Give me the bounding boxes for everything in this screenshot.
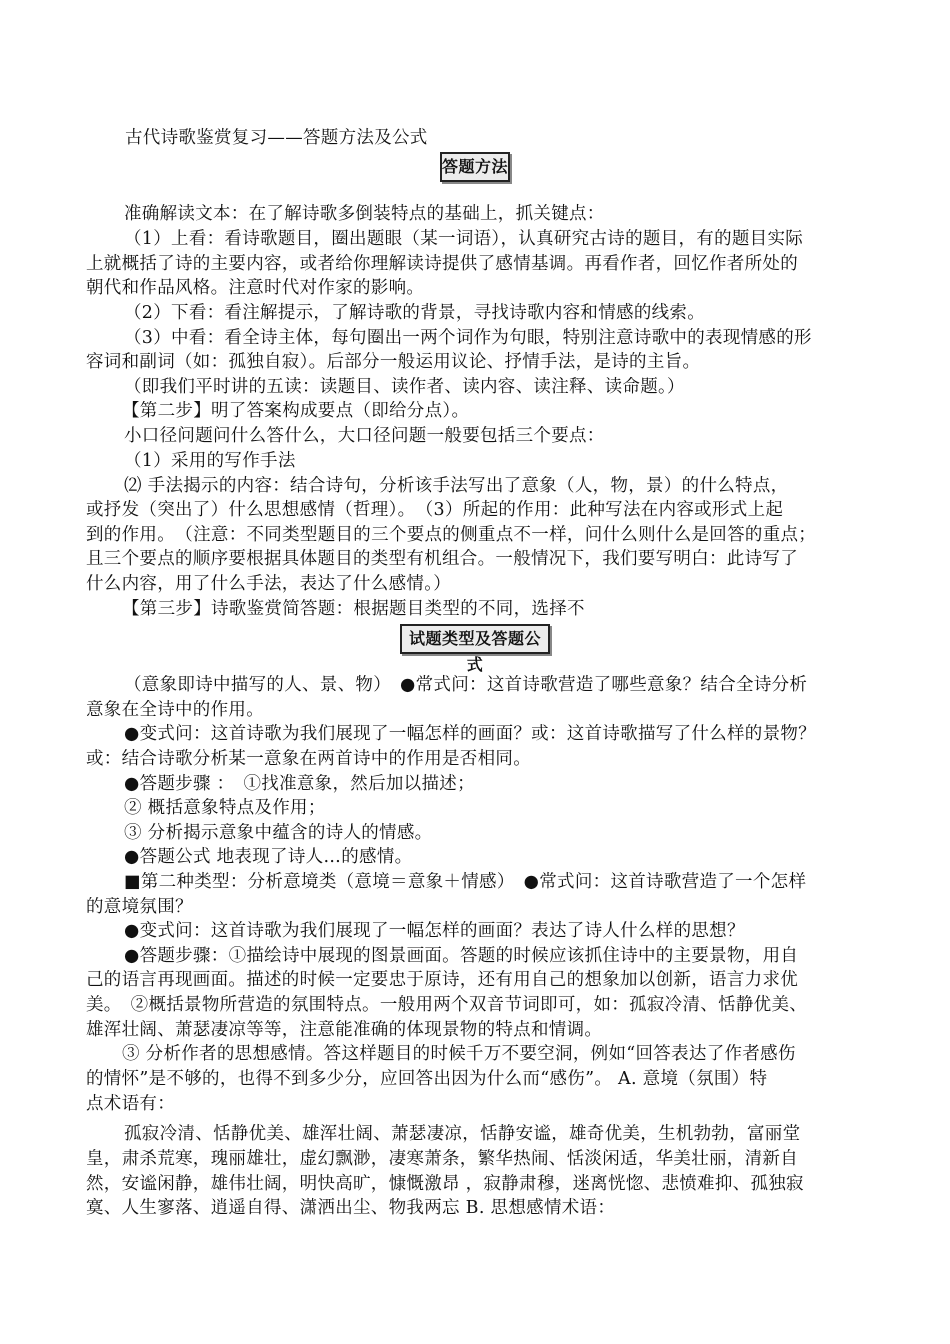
paragraph-line: （1）上看：看诗歌题目，圈出题眼（某一词语），认真研究古诗的题目，有的题目实际 [124, 229, 804, 249]
paragraph-line: 的意境氛围？ [86, 897, 193, 917]
paragraph-line: ③ 分析揭示意象中蕴含的诗人的情感。 [124, 823, 433, 843]
paragraph-line: （2）下看：看注解提示，了解诗歌的背景，寻找诗歌内容和情感的线索。 [124, 303, 706, 323]
paragraph-line: 美。 ②概括景物所营造的氛围特点。一般用两个双音节词即可，如：孤寂冷清、恬静优美、 [86, 995, 808, 1015]
paragraph-line: ●答题公式 地表现了诗人…的感情。 [124, 847, 413, 867]
paragraph-line: 寞、人生寥落、逍遥自得、潇洒出尘、物我两忘 B. 思想感情术语： [86, 1198, 616, 1218]
paragraph-line: 容词和副词（如：孤独自寂）。后部分一般运用议论、抒情手法，是诗的主旨。 [86, 352, 701, 372]
paragraph-line: （即我们平时讲的五读：读题目、读作者、读内容、读注释、读命题。） [124, 377, 685, 397]
paragraph-line: ●答题步骤：①描绘诗中展现的图景画面。答题的时候应该抓住诗中的主要景物，用自 [124, 946, 799, 966]
paragraph-line: 【第二步】明了答案构成要点（即给分点）。 [122, 401, 470, 421]
paragraph-line: 皇，肃杀荒寒，瑰丽雄壮，虚幻飘渺，凄寒萧条，繁华热闹、恬淡闲适，华美壮丽，清新自 [86, 1149, 798, 1169]
paragraph-line: 准确解读文本：在了解诗歌多倒装特点的基础上，抓关键点： [124, 204, 605, 224]
paragraph-line: ② 概括意象特点及作用； [124, 798, 326, 818]
paragraph-line: 小口径问题问什么答什么，大口径问题一般要包括三个要点： [124, 426, 605, 446]
section-heading-box-answer-method: 答题方法 [440, 152, 510, 182]
paragraph-line: ●变式问：这首诗歌为我们展现了一幅怎样的画面？或：这首诗歌描写了什么样的景物？ [124, 724, 816, 744]
paragraph-line: （意象即诗中描写的人、景、物） ●常式问：这首诗歌营造了哪些意象？结合全诗分析 [124, 675, 808, 695]
paragraph-line: ③ 分析作者的思想感情。答这样题目的时候千万不要空洞，例如“回答表达了作者感伤 [122, 1044, 796, 1064]
paragraph-line: 到的作用。 （注意：不同类型题目的三个要点的侧重点不一样，问什么则什么是回答的重点； [86, 525, 817, 545]
section-heading-box-question-types: 试题类型及答题公式 [400, 624, 550, 654]
paragraph-line: （3）中看：看全诗主体，每句圈出一两个词作为句眼，特别注意诗歌中的表现情感的形 [124, 328, 812, 348]
paragraph-line: 且三个要点的顺序要根据具体题目的类型有机组合。一般情况下，我们要写明白：此诗写了 [86, 549, 798, 569]
paragraph-line: （1）采用的写作手法 [124, 451, 296, 471]
paragraph-line: 意象在全诗中的作用。 [86, 700, 264, 720]
paragraph-line: 【第三步】诗歌鉴赏简答题：根据题目类型的不同，选择不 [122, 599, 585, 619]
paragraph-line: 孤寂冷清、恬静优美、雄浑壮阔、萧瑟凄凉，恬静安谧，雄奇优美，生机勃勃，富丽堂 [124, 1124, 801, 1144]
paragraph-line: ⑵ 手法揭示的内容：结合诗句，分析该手法写出了意象（人，物，景）的什么特点， [124, 476, 789, 496]
paragraph-line: 什么内容，用了什么手法，表达了什么感情。） [86, 574, 452, 594]
paragraph-line: ●变式问：这首诗歌为我们展现了一幅怎样的画面？表达了诗人什么样的思想？ [124, 921, 745, 941]
paragraph-line: 雄浑壮阔、萧瑟凄凉等等，注意能准确的体现景物的特点和情调。 [86, 1020, 603, 1040]
paragraph-line: 朝代和作品风格。注意时代对作家的影响。 [86, 278, 425, 298]
paragraph-line: 的情怀”是不够的，也得不到多少分，应回答出因为什么而“感伤”。 A. 意境（氛围）特 [86, 1069, 768, 1089]
paragraph-line: 己的语言再现画面。描述的时候一定要忠于原诗，还有用自己的想象加以创新，语言力求优 [86, 970, 798, 990]
paragraph-line: 点术语有： [86, 1094, 175, 1114]
paragraph-line: 或抒发（突出了）什么思想感情（哲理）。 （3）所起的作用：此种写法在内容或形式上起 [86, 500, 784, 520]
paragraph-line: 然，安谧闲静，雄伟壮阔，明快高旷，慷慨激昂 ，寂静肃穆，迷离恍惚、悲愤难抑、孤独寂 [86, 1174, 804, 1194]
paragraph-line: 上就概括了诗的主要内容，或者给你理解读诗提供了感情基调。再看作者，回忆作者所处的 [86, 254, 798, 274]
paragraph-line: ●答题步骤 ： ①找准意象，然后加以描述； [124, 774, 475, 794]
paragraph-line: 或：结合诗歌分析某一意象在两首诗中的作用是否相同。 [86, 749, 531, 769]
paragraph-line: ■第二种类型：分析意境类（意境＝意象＋情感） ●常式问：这首诗歌营造了一个怎样 [124, 872, 807, 892]
document-title: 古代诗歌鉴赏复习——答题方法及公式 [125, 128, 428, 148]
